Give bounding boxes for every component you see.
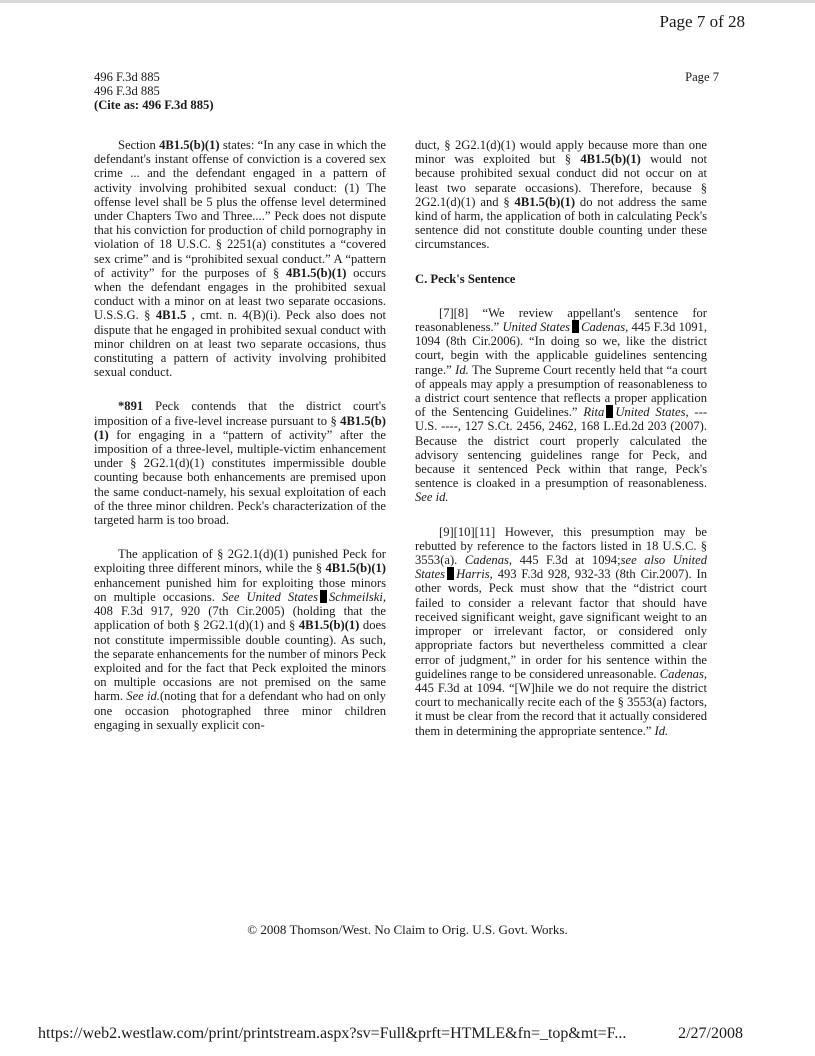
citation-line: 496 F.3d 885 (94, 70, 160, 84)
print-date: 2/27/2008 (678, 1025, 743, 1042)
case-citation: Cadenas, (581, 320, 629, 335)
guideline-reference: 4B1.5(b)(1) (94, 413, 386, 442)
top-border (0, 0, 815, 3)
guideline-reference: 4B1.5(b)(1) (325, 561, 386, 576)
paragraph: The application of § 2G2.1(d)(1) punished Peck for exploiting three different minors, while the § 4B1.5(b)(1) enhancement punished him for exploiting those minors on multiple occasions. See United States Schmeilski, 408 F.3d 917, 920 (7th Cir.2005) (holding that the application of both § 2G2.1(d)(1) and § 4B1.5(b)(1) does not constitute impermissible double counting). As such, the separate enhancements for the number of minors Peck exploited and for the fact that Peck exploited the minors on multiple occasions are not premised on the same harm. See id.(noting that for a defendant who had on only one occasion photographed three minor children engaging in sexually explicit con- (94, 547, 387, 732)
citation-block (94, 70, 214, 112)
redaction-mark (447, 567, 454, 580)
page-of-label: Page 7 of 28 (659, 12, 745, 31)
case-citation: Cadenas, (464, 553, 513, 568)
redaction-mark (572, 320, 579, 333)
paragraph: Section 4B1.5(b)(1) states: “In any case in which the defendant's instant offense of conviction is a covered sex crime ... and the defendant engaged in a pattern of activity involving prohibited sexual conduct: (1) The offense level shall be 5 plus the offense level determined under Chapters Two and Three....” Peck does not dispute that his conviction for production of child pornography in violation of 18 U.S.C. § 2251(a) constitutes a “covered sex crime” and is “prohibited sexual conduct.” A “pattern of activity” for the purposes of § 4B1.5(b)(1) occurs when the defendant engages in the prohibited sexual conduct with a minor on at least two separate occasions. U.S.S.G. § 4B1.5 , cmt. n. 4(B)(i). Peck also does not dispute that he engaged in prohibited sexual conduct with minor children on at least two separate occasions, thus constituting a pattern of activity involving prohibited sexual conduct. (94, 138, 386, 380)
paragraph: [7][8] “We review appellant's sentence for reasonableness.” United States Cadenas, 445 F.3d 1091, 1094 (8th Cir.2006). “In doing so we, like the district court, begin with the applicable guidelines sentencing range.” Id. The Supreme Court recently held that “a court of appeals may apply a presumption of reasonableness to a district court sentence that reflects a proper application of the Sentencing Guidelines.” Rita United States, --- U.S. ----, 127 S.Ct. 2456, 2462, 168 L.Ed.2d 203 (2007). Because the district court properly calculated the advisory sentencing guidelines range for Peck, and because it sentenced Peck within that range, Peck's sentence is cloaked in a presumption of reasonableness. See id. (415, 305, 708, 505)
case-citation: See United States (221, 589, 318, 604)
case-citation: United States (502, 320, 571, 335)
cite-as-line: (Cite as: 496 F.3d 885) (94, 98, 214, 112)
guideline-reference: 4B1.5(b)(1) (580, 152, 641, 167)
guideline-reference: 4B1.5(b)(1) (514, 194, 576, 209)
copyright-notice: © 2008 Thomson/West. No Claim to Orig. U.S. Govt. Works. (247, 922, 568, 937)
guideline-reference: 4B1.5(b)(1) (159, 138, 220, 152)
case-citation: See id. (126, 689, 160, 704)
section-heading: C. Peck's Sentence (415, 271, 516, 286)
case-citation: Cadenas, (659, 666, 707, 681)
redaction-mark (320, 590, 327, 603)
case-citation: Harris, (456, 567, 493, 582)
print-url: https://web2.westlaw.com/print/printstream.aspx?sv=Full&prft=HTMLE&fn=_top&mt=F... (38, 1025, 627, 1042)
guideline-reference: 4B1.5(b)(1) (285, 265, 347, 280)
guideline-reference: 4B1.5(b)(1) (298, 618, 360, 633)
case-citation: See id. (415, 490, 449, 505)
redaction-mark (606, 405, 613, 418)
left-column (94, 138, 386, 752)
paragraph: [9][10][11] However, this presumption may be rebutted by reference to the factors listed in 18 U.S.C. § 3553(a). Cadenas, 445 F.3d at 1094;see also United States Harris, 493 F.3d 928, 932-33 (8th Cir.2007). In other words, Peck must show that the “district court failed to consider a relevant factor that should have received significant weight, gave significant weight to an improper or irrelevant factor, or considered only appropriate factors but nevertheless committed a clear error of judgment,” in order for his sentence within the guidelines range to be considered unreasonable. Cadenas, 445 F.3d at 1094. “[W]hile we do not require the district court to mechanically recite each of the § 3553(a) factors, it must be clear from the record that it actually considered them in determining the appropriate sentence.” Id. (415, 524, 707, 738)
page-number: Page 7 (685, 70, 719, 84)
case-citation: United States, (615, 405, 689, 420)
paragraph: duct, § 2G2.1(d)(1) would apply because more than one minor was exploited but § 4B1.5(b)(1) would not because prohibited sexual conduct did not occur on at least two separate occasions). Therefore, because § 2G2.1(d)(1) and § 4B1.5(b)(1) do not address the same kind of harm, the application of both in calculating Peck's sentence did not constitute double counting under these circumstances. (415, 138, 708, 252)
case-citation: Id. (455, 362, 469, 377)
paragraph: *891 Peck contends that the district court's imposition of a five-level increase pursuant to § 4B1.5(b)(1) for engaging in a “pattern of activity” after the imposition of a three-level, multiple-victim enhancement under § 2G2.1(d)(1) constitutes impermissible double counting because both enhancements are premised upon the same conduct-namely, his sexual exploitation of each of the three minor children. Peck's characterization of the targeted harm is too broad. (94, 399, 386, 528)
right-column (415, 138, 707, 758)
star-page-marker: *891 (118, 399, 144, 414)
case-citation: Schmeilski, (329, 589, 387, 604)
case-citation: see also United States (415, 553, 707, 582)
case-citation: Rita (583, 405, 605, 420)
case-citation: Id. (654, 723, 669, 738)
guideline-reference: 4B1.5 (155, 308, 187, 323)
citation-line: 496 F.3d 885 (94, 84, 160, 98)
